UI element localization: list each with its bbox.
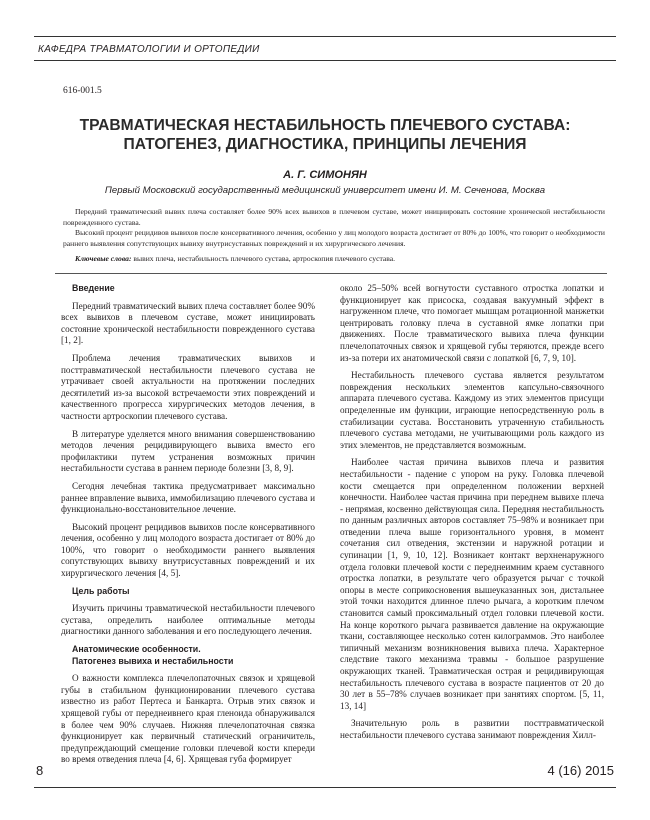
article-title bbox=[0, 116, 650, 154]
keywords bbox=[63, 254, 605, 265]
right-column bbox=[340, 283, 604, 748]
body-paragraph: Значительную роль в развитии посттравматической нестабильности плечевого сустава занимают повреждения Хилл- bbox=[340, 718, 604, 740]
section-heading-pathogenesis: Патогенез вывиха и нестабильности bbox=[72, 655, 234, 666]
body-paragraph: В литературе уделяется много внимания совершенствованию методов лечения рецидивирующего вывиха вместо его профилактики путем устранения возможных причин нестабильности сустава в раннем периоде болезни [3, 8, 9]. bbox=[61, 428, 315, 474]
left-column bbox=[61, 283, 315, 772]
title-line: ПАТОГЕНЕЗ, ДИАГНОСТИКА, ПРИНЦИПЫ ЛЕЧЕНИЯ bbox=[123, 136, 527, 153]
udc-code: 616-001.5 bbox=[63, 86, 102, 96]
footer-rule bbox=[34, 787, 616, 788]
issue-number: 4 (16) 2015 bbox=[547, 763, 614, 778]
body-paragraph: Наиболее частая причина вывихов плеча и развития нестабильности - падение с упором на руку. Головка плечевой кости смещается при определенном положении верхней конечности. Наиболее частая причина при переднем вывихе плеча - непрямая, косвенно действующая сила. Передняя нестабильность по данным различных авторов составляет 75–98% и возникает при отведении плеча выше горизонтального уровня, в момент сочетания сил отведения, экстензии и наружной ротации и супинации [1, 9, 10, 12]. Возникает контакт верхненаружного отдела головки плечевой кости с переднеимним краем суставного отростка лопатки, в результате чего образуется рычаг с точкой опоры в месте соприкосновения вышеуказанных зон, дистальнее этой точки находится длинное плечо рычага, а коротким плечом становится самый проксимальный отдел головки плечевой кости. На конце короткого рычага развивается давление на окружающие ткани, составляющее несколько сотен килограммов. Это наиболее типичный механизм возникновения вывиха плеча. Характерное следствие такого механизма травмы - большое разрушение окружающих тканей. Травматическая острая и рецидивирующая нестабильность плечевого сустава в возрасте пациентов от 20 до 30 лет в 55–78% случаев возникает при занятиях спортом. [5, 11, 13, 14] bbox=[340, 457, 604, 711]
title-line: ТРАВМАТИЧЕСКАЯ НЕСТАБИЛЬНОСТЬ ПЛЕЧЕВОГО СУСТАВА: bbox=[79, 117, 571, 134]
abstract bbox=[63, 207, 605, 249]
section-heading-anatomy: Анатомические особенности. bbox=[72, 644, 201, 655]
body-paragraph: Нестабильность плечевого сустава является результатом повреждения нескольких элементов капсульно-связочного аппарата плечевого сустава. Каждому из этих элементов присущи определенные им функции, играющие непосредственную роль в стабилизации сустава. Восстановить утраченную стабильность плечевого сустава методами, не учитывающими роль каждого из этих элементов, не представляется возможным. bbox=[340, 370, 604, 450]
abstract-paragraph: Передний травматический вывих плеча составляет более 90% всех вывихов в плечевом суставе, может инициировать состояние хронической нестабильности поврежденного сустава. bbox=[63, 207, 605, 227]
section-heading-aim: Цель работы bbox=[72, 585, 130, 596]
author: А. Г. СИМОНЯН bbox=[283, 169, 367, 181]
body-paragraph: Проблема лечения травматических вывихов и посттравматической нестабильности плечевого сустава не утрачивает своей актуальности на протяжении последних десятилетий из-за высокой встречаемости этих повреждений и качественного прогресса хирургических методов лечения, в частности артроскопии плечевого сустава. bbox=[61, 352, 315, 421]
body-paragraph: Передний травматический вывих плеча составляет более 90% всех вывихов в плечевом суставе, может инициировать состояние хронической нестабильности поврежденного сустава [1, 2]. bbox=[61, 300, 315, 346]
header-top-rule bbox=[34, 36, 616, 37]
section-divider bbox=[55, 273, 607, 274]
journal-section-header: КАФЕДРА ТРАВМАТОЛОГИИ И ОРТОПЕДИИ bbox=[38, 44, 260, 55]
keywords-label: Ключевые слова: bbox=[75, 254, 132, 263]
body-paragraph: Изучить причины травматической нестабильности плечевого сустава, определить наиболее оптимальные методы диагностики данного заболевания и его последующего лечения. bbox=[61, 603, 315, 637]
affiliation: Первый Московский государственный медицинский университет имени И. М. Сеченова, Москва bbox=[104, 185, 546, 196]
abstract-paragraph: Высокий процент рецидивов вывихов после консервативного лечения, особенно у лиц молодого возраста достигает от 80% до 100%, что говорит о необходимости раннего выявления сопутствующих вывиху внутрисуставных повреждений и их хирургического лечения. bbox=[63, 228, 605, 248]
section-heading-intro: Введение bbox=[72, 283, 115, 293]
body-paragraph: Сегодня лечебная тактика предусматривает максимально раннее вправление вывиха, иммобилизацию плечевого сустава и функционально-восстановительное лечение. bbox=[61, 480, 315, 515]
page-number: 8 bbox=[36, 763, 44, 778]
keywords-text: вывих плеча, нестабильность плечевого сустава, артроскопия плечевого сустава. bbox=[133, 254, 395, 263]
body-paragraph: О важности комплекса плечелопаточных связок и хрящевой губы в стабильном функционировании плечевого сустава известно из работ Пертеса и Банкарта. Отрыв этих связок и хрящевой губы от переднеивнего края гленоида обнаруживался в более чем 90% случаев. Нижняя плечелопаточная связка функционирует как первичный статический ограничитель, предупреждающий смещение головки плечевой кости кпереди во время отведения плеча [4, 6]. Хрящевая губа формирует bbox=[61, 673, 315, 765]
header-rule bbox=[34, 60, 616, 61]
body-paragraph: около 25–50% всей вогнутости суставного отростка лопатки и функционирует как присоска, создавая вакуумный эффект в нагруженном плече, что помогает мышцам ротационной манжетки центрировать головку плеча в суставной ямке лопатки при движениях. После травматического вывиха плеча функции плечелопаточных связок и хрящевой губы теряются, прежде всего из-за потери их анатомической связи с лопаткой [6, 7, 9, 10]. bbox=[340, 283, 604, 363]
body-paragraph: Высокий процент рецидивов вывихов после консервативного лечения, особенно у лиц молодого возраста достигает от 80% до 100%, что говорит о необходимости раннего выявления сопутствующих вывиху внутрисуставных повреждений и их хирургического лечения [4, 5]. bbox=[61, 521, 315, 579]
